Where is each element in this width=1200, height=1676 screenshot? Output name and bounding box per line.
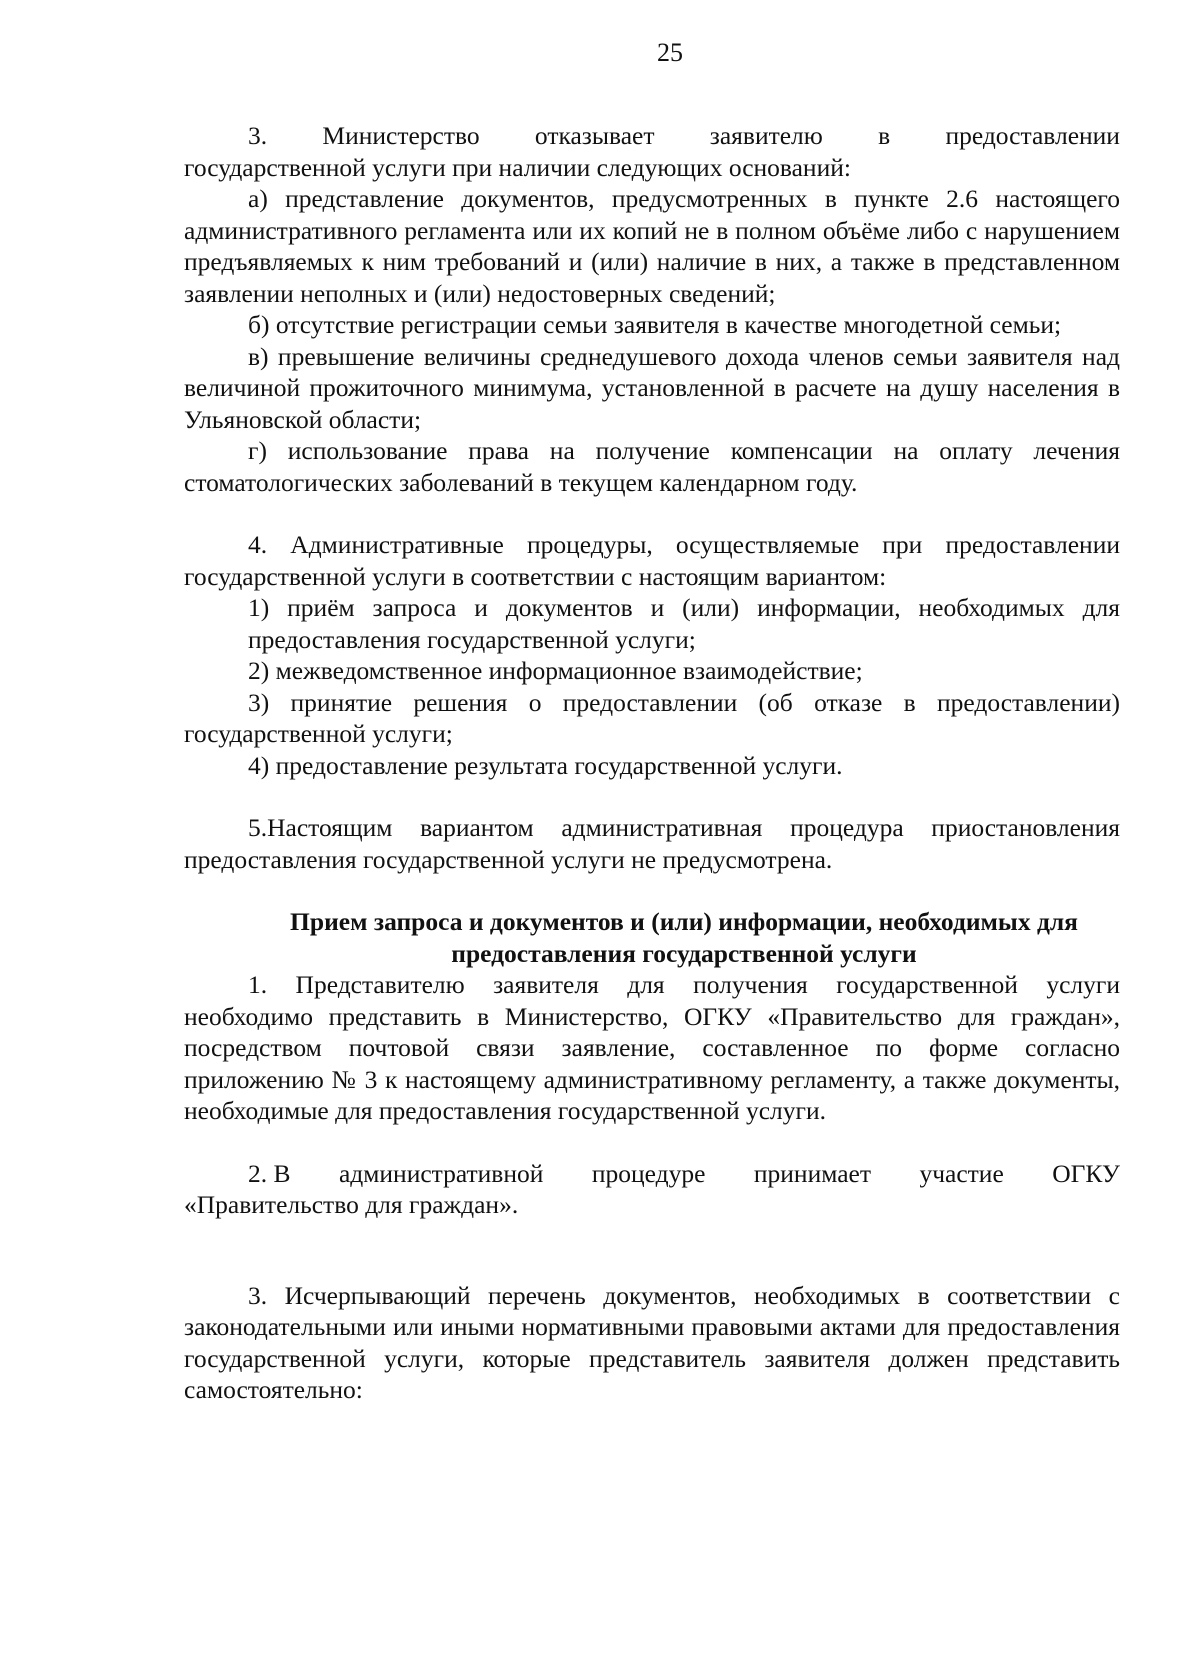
word: Министерство (322, 121, 480, 150)
paragraph-5: 5.Настоящим вариантом административная процедура приостановления предоставления государственной услуги не предусмотрена. (184, 813, 1120, 874)
paragraph-4-3: 3) принятие решения о предоставлении (об отказе в предоставлении) государственной услуги; (184, 687, 1120, 748)
word: заявителю (709, 121, 823, 150)
word: принимает (753, 1158, 871, 1188)
paragraph-4-1: 1) приём запроса и документов и (или) информации, необходимых для предоставления государственной услуги; (248, 593, 1120, 654)
paragraph-3g: г) использование права на получение компенсации на оплату лечения стоматологических заболеваний в текущем календарном году. (184, 436, 1120, 497)
word: предоставлении (945, 121, 1120, 150)
paragraph-4: 4. Административные процедуры, осуществляемые при предоставлении государственной услуги в соответствии с настоящим вариантом: (184, 530, 1120, 591)
word: ОГКУ (1052, 1158, 1120, 1188)
section-heading (184, 906, 1120, 969)
section-heading-line-2: предоставления государственной услуги (451, 938, 917, 968)
paragraph-3-first-line (184, 120, 1120, 152)
paragraph-q3: 3. Исчерпывающий перечень документов, необходимых в соответствии с законодательными или иными нормативными правовыми актами для предоставления государственной услуги, которые представитель заявителя должен представить самостоятельно: (184, 1280, 1120, 1404)
paragraph-3-continuation: государственной услуги при наличии следующих оснований: (184, 152, 851, 182)
paragraph-3a: а) представление документов, предусмотренных в пункте 2.6 настоящего административного регламента или их копий не в полном объёме либо с нарушением предъявляемых к ним требований и (или) наличие в них, а также в представленном заявлении неполных и (или) недостоверных сведений; (184, 184, 1120, 308)
word: административной (338, 1158, 544, 1188)
section-heading-line-1: Прием запроса и документов и (или) информации, необходимых для (290, 907, 1078, 936)
paragraph-q2-first-line (184, 1158, 1120, 1190)
word: отказывает (534, 121, 655, 150)
word: участие (919, 1158, 1004, 1188)
page-number: 25 (657, 38, 683, 67)
word: 2. В (248, 1158, 291, 1188)
paragraph-4-2: 2) межведомственное информационное взаимодействие; (248, 656, 863, 685)
paragraph-3b: б) отсутствие регистрации семьи заявителя в качестве многодетной семьи; (248, 310, 1062, 339)
word: в (878, 121, 891, 150)
paragraph-4-4: 4) предоставление результата государственной услуги. (248, 750, 843, 780)
paragraph-q1: 1. Представителю заявителя для получения государственной услуги необходимо представить в Министерство, ОГКУ «Правительство для граждан», посредством почтовой связи заявление, составленное по форме согласно приложению № 3 к настоящему административному регламенту, а также документы, необходимые для предоставления государственной услуги. (184, 970, 1120, 1125)
word: 3. (248, 121, 268, 150)
word: процедуре (591, 1158, 706, 1188)
paragraph-q2-continuation: «Правительство для граждан». (184, 1190, 519, 1219)
paragraph-3v: в) превышение величины среднедушевого дохода членов семьи заявителя над величиной прожиточного минимума, установленной в расчете на душу населения в Ульяновской области; (184, 341, 1120, 434)
